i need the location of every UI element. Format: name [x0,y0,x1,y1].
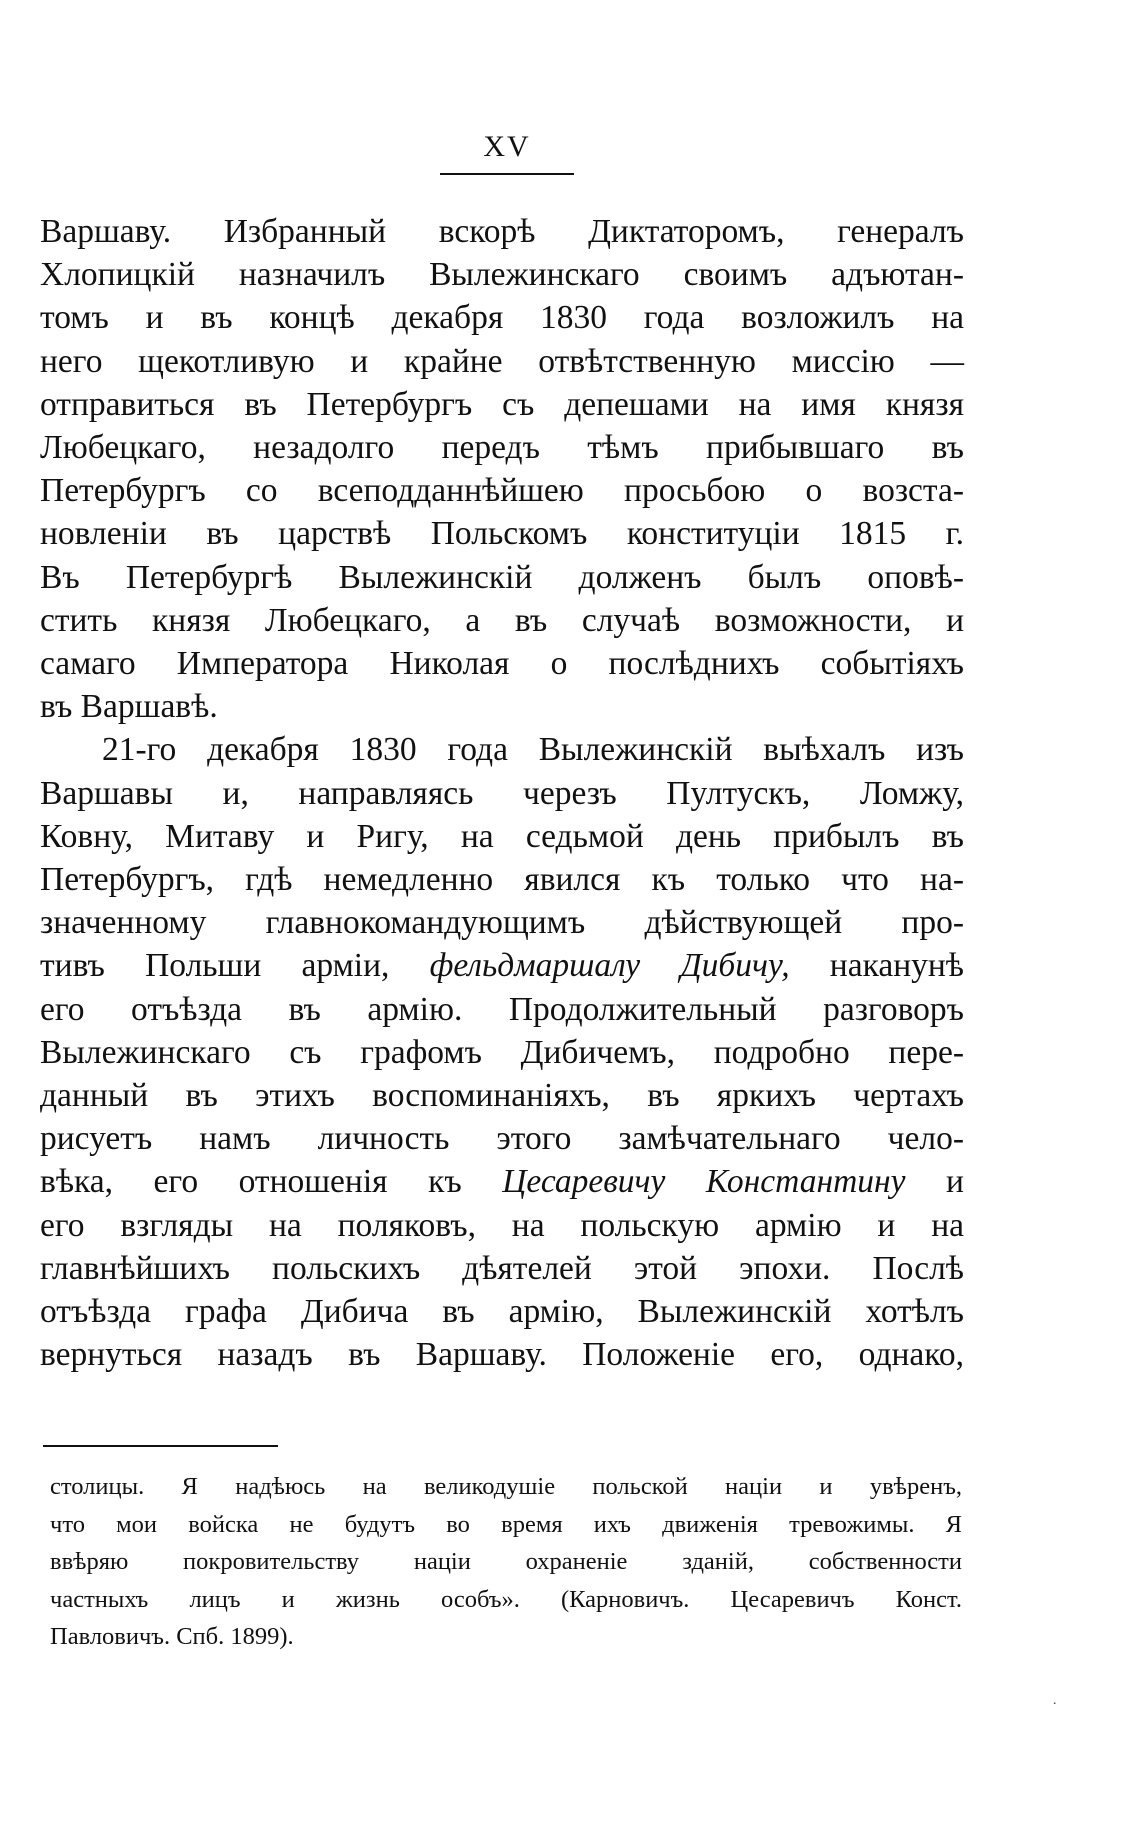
text-line: данный въ этихъ воспоминаніяхъ, въ яркихъ чертахъ [40,1077,964,1115]
text-line: самаго Императора Николая о послѣднихъ событіяхъ [40,645,964,683]
footnote-line: Павловичъ. Спб. 1899). [50,1623,294,1650]
text-line: значенному главнокомандующимъ дѣйствующей про- [40,904,964,942]
text-line [40,1160,964,1203]
text-line: главнѣйшихъ польскихъ дѣятелей этой эпохи. Послѣ [40,1249,964,1287]
text-line: томъ и въ концѣ декабря 1830 года возложилъ на [40,299,964,337]
ink-speck: ˙ [1052,1700,1058,1717]
text-line: Хлопицкій назначилъ Вылежинскаго своимъ адъютан- [40,256,964,294]
text-line: Варшаву. Избранный вскорѣ Диктаторомъ, генералъ [40,213,964,250]
text-line [40,944,964,987]
text-line: Петербургъ со всеподданнѣйшею просьбою о возста- [40,472,964,510]
text-line: его взгляды на поляковъ, на польскую армію и на [40,1206,964,1244]
footnote [50,1468,962,1656]
footnote-line: частныхъ лицъ и жизнь особъ». (Карновичъ. Цесаревичъ Конст. [50,1585,962,1613]
text-line: Петербургъ, гдѣ немедленно явился къ только что на- [40,861,964,899]
page-number: XV [483,130,531,163]
text-line: въ Варшавѣ. [40,688,218,726]
text-line: стить князя Любецкаго, а въ случаѣ возможности, и [40,601,964,639]
text-line: Любецкаго, незадолго передъ тѣмъ прибывшаго въ [40,429,964,467]
text-line: Вылежинскаго съ графомъ Дибичемъ, подробно пере- [40,1033,964,1071]
text-line: новленіи въ царствѣ Польскомъ конституціи 1815 г. [40,515,964,553]
text-segment: и [905,1163,964,1201]
text-line: рисуетъ намъ личность этого замѣчательнаго чело- [40,1120,964,1158]
footnote-line: столицы. Я надѣюсь на великодушіе польской націи и увѣренъ, [50,1473,962,1500]
page-number-rule [440,173,574,175]
text-line: вернуться назадъ въ Варшаву. Положеніе его, однако, [40,1336,964,1374]
footnote-line: ввѣряю покровительству націи охраненіе зданій, собственности [50,1548,962,1575]
text-line: Варшавы и, направляясь черезъ Пултускъ, Ломжу, [40,774,964,812]
footnote-separator [43,1445,278,1447]
text-line: него щекотливую и крайне отвѣтственную миссію — [40,342,964,380]
text-line: отъѣзда графа Дибича въ армію, Вылежинскій хотѣлъ [40,1293,964,1331]
text-segment: тивъ Польши арміи, [40,947,430,985]
text-line: отправиться въ Петербургъ съ депешами на имя князя [40,385,964,423]
text-line: 21-го декабря 1830 года Вылежинскій выѣхалъ изъ [102,731,964,769]
text-line: Въ Петербургѣ Вылежинскій долженъ былъ оповѣ- [40,558,964,596]
text-line: его отъѣзда въ армію. Продолжительный разговоръ [40,990,964,1028]
italic-name: фельдмаршалу Дибичу, [429,947,790,985]
footnote-line: что мои войска не будутъ во время ихъ движенія тревожимы. Я [50,1510,962,1538]
italic-name: Цесаревичу Константину [502,1163,906,1201]
text-line: Ковну, Митаву и Ригу, на седьмой день прибылъ въ [40,817,964,855]
main-text [40,210,964,1376]
text-segment: вѣка, его отношенія къ [40,1163,503,1201]
text-segment: наканунѣ [789,947,964,985]
